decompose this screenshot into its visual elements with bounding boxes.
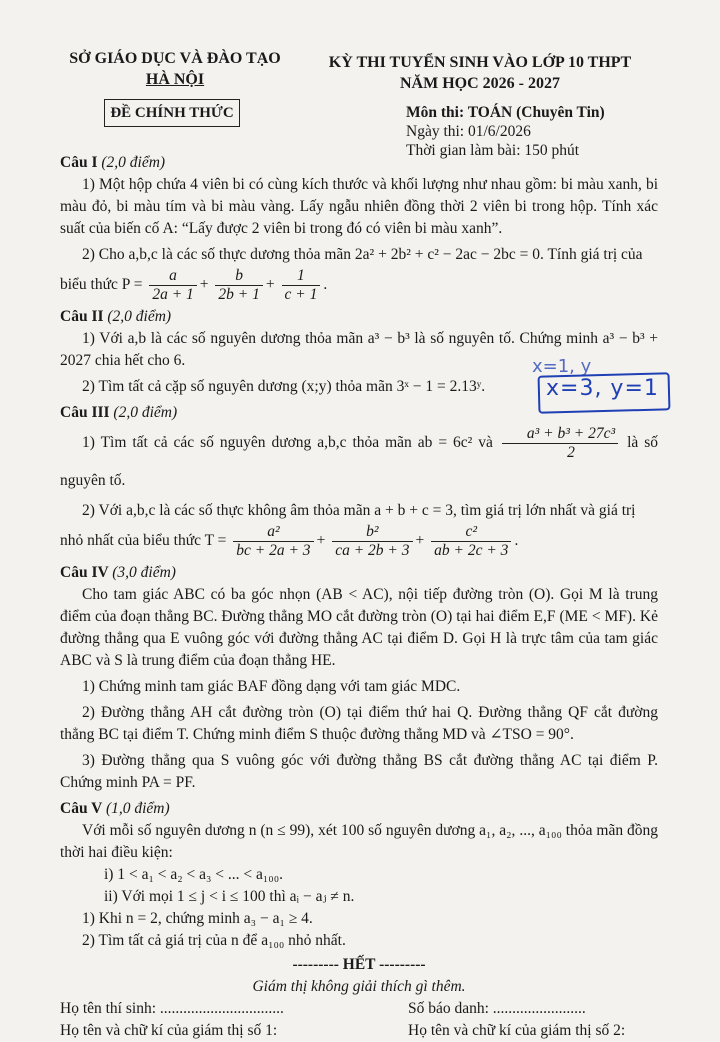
question-4-title: Câu IV: [60, 564, 109, 581]
fraction-t1: [233, 523, 313, 560]
fraction-t2: [332, 523, 412, 560]
question-4-intro: Cho tam giác ABC có ba góc nhọn (AB < AC), nội tiếp đường tròn (O). Gọi M là trung điểm của đoạn thẳng BC. Đường thẳng MO cắt đường tròn (O) tại hai điểm E,F (ME < MF). Kẻ đường thẳng qua E vuông góc với đường thẳng AC tại điểm D. Gọi H là trực tâm của tam giác ABC và S là trung điểm của đoạn thẳng HE.: [60, 586, 658, 669]
fraction-denominator: ab + 2c + 3: [434, 541, 509, 559]
question-3-part-1-suffix: là số nguyên tố.: [60, 434, 659, 489]
fraction-numerator: b²: [332, 523, 412, 542]
official-stamp-box: ĐỀ CHÍNH THỨC: [104, 99, 240, 127]
question-3-points: (2,0 điểm): [113, 404, 178, 421]
fraction-numerator: a³ + b³ + 27c³: [502, 425, 618, 444]
question-4-part-3: 3) Đường thẳng qua S vuông góc với đường thẳng BS cắt đường thẳng AC tại điểm P. Chứng minh PA = PF.: [60, 752, 658, 791]
fraction-denominator: c + 1: [284, 285, 318, 303]
expression-p-label: biểu thức P =: [60, 276, 143, 293]
fraction-prime-expression: [502, 425, 618, 462]
question-1-part-2: 2) Cho a,b,c là các số thực dương thỏa mãn 2a² + 2b² + c² − 2ac − 2bc = 0. Tính giá trị của: [82, 246, 643, 263]
fraction-numerator: 1: [282, 267, 321, 286]
invigilator-row: [60, 1020, 658, 1042]
candidate-info-row: [60, 998, 658, 1020]
question-1-title: Câu I: [60, 154, 98, 171]
exam-header: [310, 52, 650, 94]
question-2-title: Câu II: [60, 308, 104, 325]
fraction-numerator: c²: [431, 523, 511, 542]
fraction-numerator: a: [149, 267, 196, 286]
question-1-part-1: 1) Một hộp chứa 4 viên bi có cùng kích thước và khối lượng như nhau gồm: bi màu xanh, bi màu đỏ, bi màu tím và bi màu vàng. Lấy ngẫu nhiên đồng thời 2 viên bi trong hộp. Tính xác suất của biến cố A: “Lấy được 2 viên bi trong đó có viên bi màu xanh”.: [60, 176, 658, 237]
question-5-condition-2: ii) Với mọi 1 ≤ j < i ≤ 100 thì aᵢ − aⱼ ≠ n.: [104, 888, 355, 905]
invigilator-2-signature: Họ tên và chữ kí của giám thị số 2:: [408, 1022, 626, 1039]
fraction-p3: [282, 267, 321, 304]
department-city: HÀ NỘI: [145, 71, 205, 88]
handwritten-strike-note: x=1, y: [532, 356, 592, 377]
fraction-denominator: bc + 2a + 3: [236, 541, 311, 559]
question-4-points: (3,0 điểm): [112, 564, 176, 581]
question-1-heading: [60, 152, 658, 174]
exam-year: NĂM HỌC 2026 - 2027: [400, 75, 560, 92]
question-5-condition-1: i) 1 < a₁ < a₂ < a₃ < ... < a₁₀₀.: [104, 866, 283, 883]
exam-subject: Môn thi: TOÁN (Chuyên Tin): [406, 104, 605, 121]
question-5-part-2: 2) Tìm tất cả giá trị của n để a₁₀₀ nhỏ nhất.: [82, 932, 346, 949]
question-2-points: (2,0 điểm): [107, 308, 172, 325]
handwritten-answer: x=3, y=1: [546, 376, 659, 401]
question-5-title: Câu V: [60, 800, 103, 817]
question-3-expression: nhỏ nhất của biểu thức T = $\frac{\text{a²}}{bc + 2a + 3}$ + $\frac{\text{b²}}{ca + 2b + 3}$ + $\frac{\text{c²}}{ab + 2c + 3}$ .: [60, 522, 519, 559]
fraction-numerator: a²: [233, 523, 313, 542]
question-1-expression: biểu thức P = $\frac{a}{2a + 1}$ + $\frac{b}{2b + 1}$ + $\frac{1}{c + 1}$ .: [60, 266, 328, 303]
expression-t-label: nhỏ nhất của biểu thức T =: [60, 532, 227, 549]
fraction-p2: [215, 267, 262, 304]
question-5-part-1: 1) Khi n = 2, chứng minh a₃ − a₁ ≥ 4.: [82, 910, 313, 927]
question-5-intro: Với mỗi số nguyên dương n (n ≤ 99), xét 100 số nguyên dương a₁, a₂, ..., a₁₀₀ thỏa mãn đồng thời hai điều kiện:: [60, 822, 658, 861]
question-2-part-2: 2) Tìm tất cả cặp số nguyên dương (x;y) thỏa mãn 3ˣ − 1 = 2.13ʸ.: [82, 378, 486, 395]
exam-title: KỲ THI TUYỂN SINH VÀO LỚP 10 THPT: [328, 54, 632, 71]
question-3-part-1: [60, 424, 658, 500]
department-name: SỞ GIÁO DỤC VÀ ĐÀO TẠO: [69, 50, 281, 67]
question-3-title: Câu III: [60, 404, 110, 421]
question-4-part-2: 2) Đường thẳng AH cắt đường tròn (O) tại điểm thứ hai Q. Đường thẳng QF cắt đường thẳng BC tại điểm T. Chứng minh điểm S thuộc đường thẳng MD và ∠TSO = 90°.: [60, 704, 658, 743]
question-5-heading: [60, 798, 658, 820]
exam-duration: Thời gian làm bài: 150 phút: [406, 142, 580, 159]
question-3-part-1-text: 1) Tìm tất cả các số nguyên dương a,b,c thỏa mãn ab = 6c² và: [82, 434, 493, 451]
exam-date: Ngày thi: 01/6/2026: [406, 123, 531, 140]
candidate-number-line: Số báo danh: ........................: [408, 1000, 586, 1017]
question-4-part-1: 1) Chứng minh tam giác BAF đồng dạng với tam giác MDC.: [82, 678, 461, 695]
fraction-denominator: 2: [567, 443, 575, 461]
fraction-denominator: ca + 2b + 3: [335, 541, 410, 559]
question-3-part-2: 2) Với a,b,c là các số thực không âm thỏa mãn a + b + c = 3, tìm giá trị lớn nhất và giá trị: [82, 502, 636, 519]
question-2-part-1: 1) Với a,b là các số nguyên dương thỏa mãn a³ − b³ là số nguyên tố. Chứng minh a³ − b³ + 2027 chia hết cho 6.: [60, 330, 658, 369]
invigilator-1-signature: Họ tên và chữ kí của giám thị số 1:: [60, 1022, 278, 1039]
end-marker: --------- HẾT ---------: [292, 956, 426, 973]
department-header: [60, 48, 290, 90]
candidate-name-line: Họ tên thí sinh: ................................: [60, 1000, 284, 1017]
fraction-numerator: b: [215, 267, 262, 286]
fraction-p1: [149, 267, 196, 304]
exam-content: [60, 150, 658, 1042]
question-4-heading: [60, 562, 658, 584]
question-5-points: (1,0 điểm): [105, 800, 170, 817]
footer-note: Giám thị không giải thích gì thêm.: [252, 978, 466, 995]
question-1-points: (2,0 điểm): [101, 154, 166, 171]
fraction-t3: [431, 523, 511, 560]
fraction-denominator: 2a + 1: [152, 285, 194, 303]
fraction-denominator: 2b + 1: [218, 285, 260, 303]
question-2-heading: [60, 306, 658, 328]
